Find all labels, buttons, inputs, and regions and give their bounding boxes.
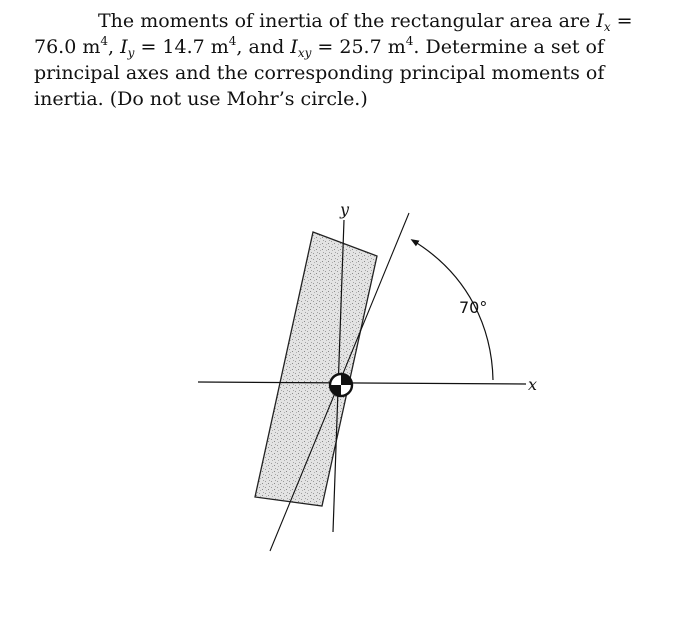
problem-task: Determine a set of principal axes and the corresponding principal moments of inertia. (Do not use Mohr’s circle.): [34, 36, 605, 110]
ix-symbol: I: [596, 10, 604, 32]
problem-statement: The moments of inertia of the rectangular area are $I_x = 76.0$ $m^4$, $I_y = 14.7$ $m^4$, and $I_{xy} = 25.7$ $m^4$. Determine a set of principal axes and the corresponding principal moments of inertia. (Do not use Mohr’s circle.): [34, 10, 633, 110]
x-axis-label: x: [528, 375, 538, 394]
conjunction: and: [248, 36, 285, 58]
iy-symbol: I: [120, 36, 128, 58]
ix-exponent: 4: [100, 34, 109, 48]
centroid-symbol: [330, 374, 352, 396]
iy-value: 14.7 m: [162, 36, 229, 58]
ix-subscript: x: [603, 20, 611, 34]
ixy-symbol: I: [290, 36, 298, 58]
x-axis: [198, 382, 526, 384]
iy-exponent: 4: [228, 34, 237, 48]
iy-subscript: y: [127, 46, 135, 60]
ixy-value: 25.7 m: [339, 36, 406, 58]
ixy-exponent: 4: [405, 34, 414, 48]
y-axis-label: y: [340, 200, 350, 219]
problem-intro: The moments of inertia of the rectangular area are: [98, 10, 591, 32]
angle-label: 70°: [459, 298, 488, 317]
ixy-subscript: xy: [297, 46, 312, 60]
rectangular-area: [255, 232, 377, 506]
ix-value: 76.0 m: [34, 36, 101, 58]
